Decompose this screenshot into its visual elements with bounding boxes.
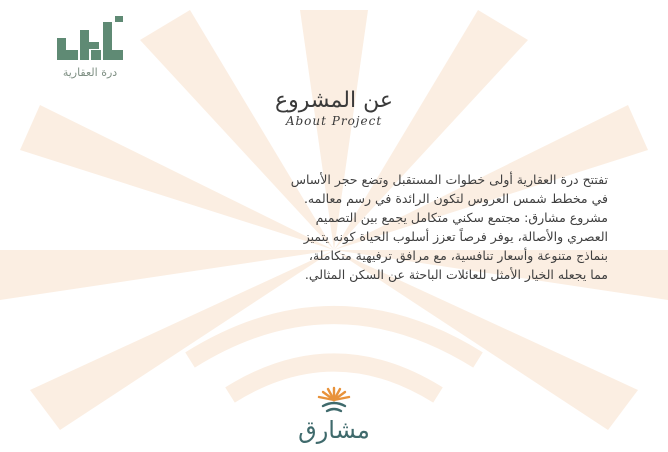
sunrise-icon — [314, 386, 354, 414]
company-name: درة العقارية — [62, 66, 118, 79]
project-name: مشارق — [298, 416, 370, 444]
page-subtitle: About Project — [285, 114, 383, 128]
description-line: بنماذج متنوعة وأسعار تنافسية، مع مرافق ترفيهية متكاملة، — [308, 248, 608, 263]
company-logo — [40, 16, 140, 82]
building-blocks-icon — [55, 16, 125, 62]
description-line: تفتتح درة العقارية أولى خطوات المستقبل وتضع حجر الأساس — [290, 172, 608, 187]
description-line: في مخطط شمس العروس لتكون الرائدة في رسم معالمه. — [303, 191, 608, 206]
page-title: عن المشروع — [275, 88, 393, 113]
description-line: مما يجعله الخيار الأمثل للعائلات الباحثة عن السكن المثالي. — [304, 267, 608, 282]
project-description — [62, 170, 608, 284]
description-line: العصري والأصالة، يوفر فرصاً تعزز أسلوب الحياة كونه يتميز — [303, 229, 608, 244]
project-brand-logo — [270, 386, 398, 448]
description-line: مشروع مشارق: مجتمع سكني متكامل يجمع بين التصميم — [315, 210, 608, 225]
